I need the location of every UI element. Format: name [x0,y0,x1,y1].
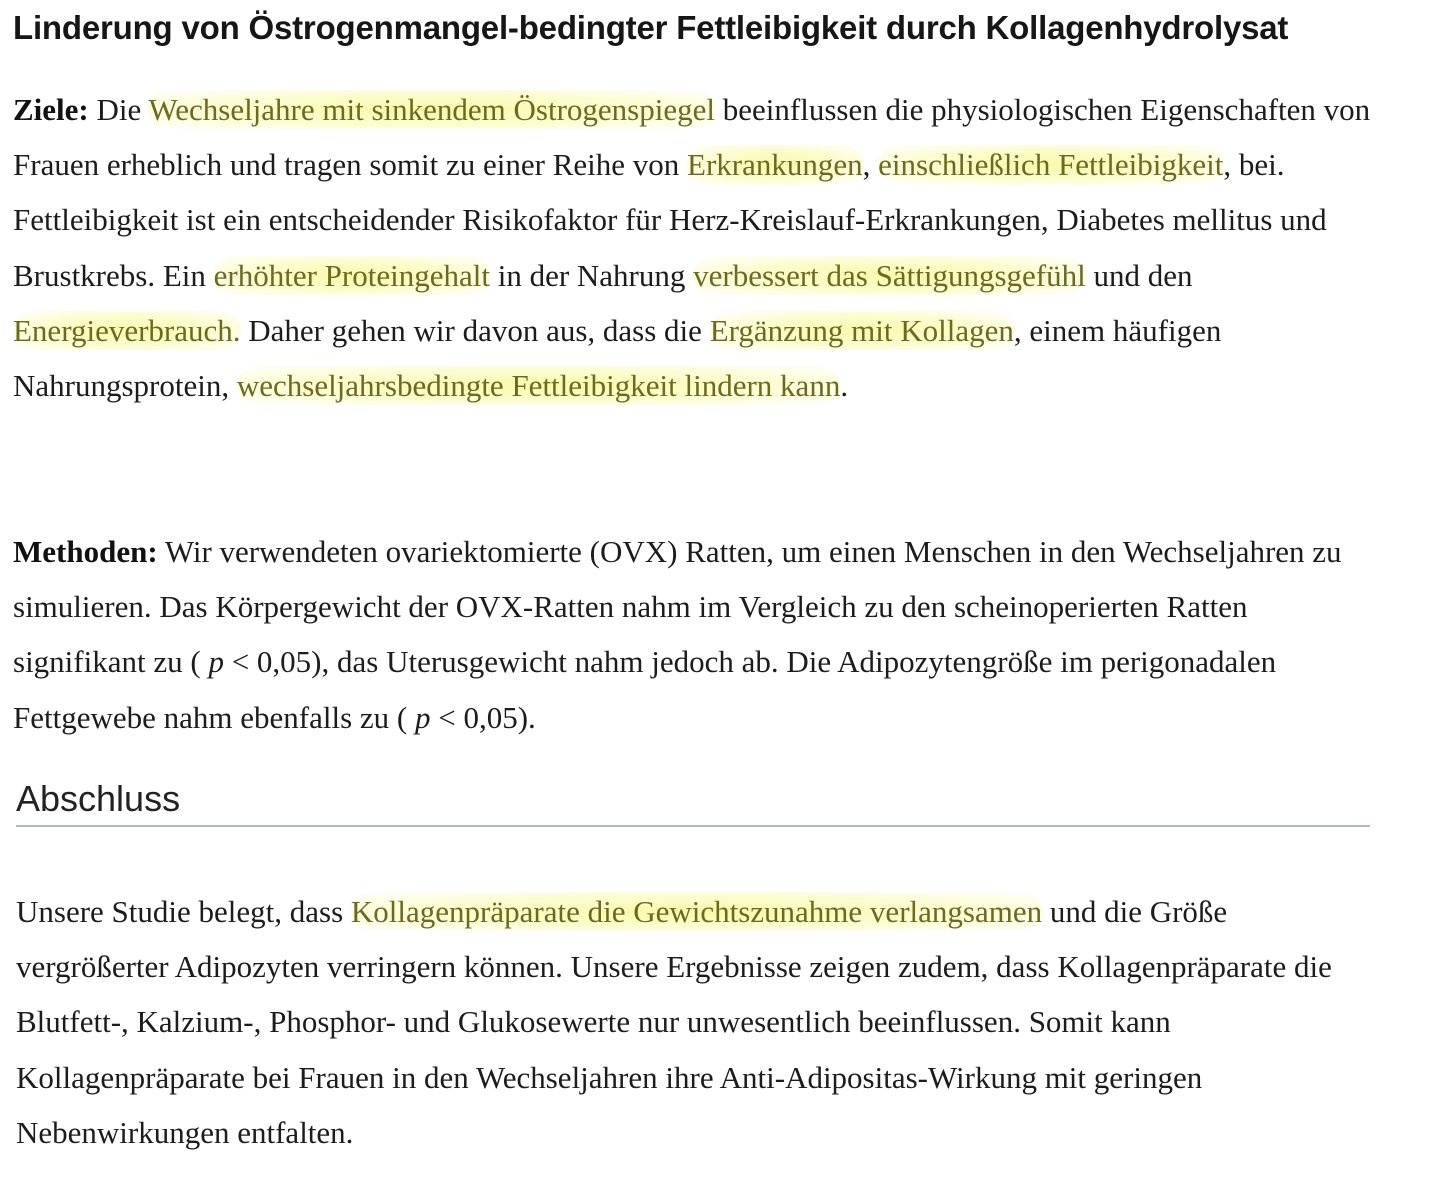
text-run: , einem häufigen Nahrungsprotein, [13,312,1222,404]
page-title: Linderung von Östrogenmangel-bedingter Fettleibigkeit durch Kollagenhydrolysat [13,9,1289,46]
text-run: , bei. Fettleibigkeit ist ein entscheidender Risikofaktor für Herz-Kreislauf-Erkrankungen, Diabetes mellitus und Brustkrebs. Ein [13,147,1327,293]
highlight: einschließlich Fettleibigkeit [878,147,1224,183]
conclusion-heading: Abschluss [16,778,181,819]
text-run: Die [88,92,149,127]
objectives-paragraph [13,82,1373,413]
methods-paragraph [13,524,1373,745]
highlight: erhöhter Proteingehalt [213,257,490,293]
highlight: Erkrankungen [687,147,863,183]
highlight: Kollagenpräparate die Gewichtszunahme verlangsamen [350,894,1043,929]
conclusion-paragraph [16,884,1376,1160]
text-run: Wir verwendeten ovariektomierte (OVX) Ratten, um einen Menschen in den Wechseljahren zu simulieren. Das Körpergewicht der OVX-Ratten nahm im Vergleich zu den scheinoperierten Ratten signifikant zu ( [13,534,1342,680]
highlight: Ergänzung mit Kollagen [709,312,1014,348]
text-run: , [862,147,879,183]
highlight: wechseljahrsbedingte Fettleibigkeit lindern kann [236,368,841,404]
text-run: und den [1085,257,1193,293]
objectives-label: Ziele: [13,92,89,127]
highlight: verbessert das Sättigungsgefühl [693,257,1086,293]
text-run: < 0,05). [430,699,536,735]
text-run: Unsere Studie belegt, dass [16,894,351,929]
p-value-symbol: p [415,699,431,735]
text-run: und die Größe vergrößerter Adipozyten verringern können. Unsere Ergebnisse zeigen zudem, dass Kollagenpräparate die Blutfett-, Kalzium-, Phosphor- und Glukosewerte nur unwesentlich beeinflussen. Somit kann Kollagenpräparate bei Frauen in den Wechseljahren ihre Anti-Adipositas-Wirkung mit geringen Nebenwirkungen entfalten. [16,894,1332,1150]
methods-label: Methoden: [13,534,158,569]
text-run: beeinflussen die physiologischen Eigenschaften von Frauen erheblich und tragen somit zu einer Reihe von [13,92,1371,183]
text-run: . [840,368,849,404]
highlight: Wechseljahre mit sinkendem Östrogenspiegel [148,92,715,127]
text-run: in der Nahrung [489,257,694,293]
p-value-symbol: p [208,644,224,680]
text-run: < 0,05), das Uterusgewicht nahm jedoch ab. Die Adipozytengröße im perigonadalen Fettgewebe nahm ebenfalls zu ( [13,644,1277,735]
highlight: Energieverbrauch. [13,312,241,348]
text-run: Daher gehen wir davon aus, dass die [240,312,710,348]
section-divider [16,825,1370,827]
